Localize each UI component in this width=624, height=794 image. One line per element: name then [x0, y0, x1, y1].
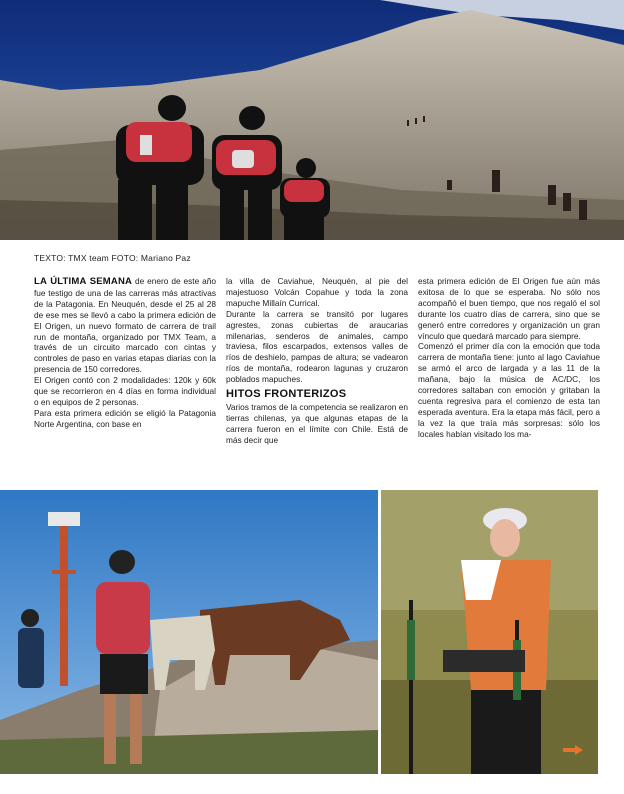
top-photo-runners-mountain	[0, 0, 624, 240]
lead-paragraph-text: de enero de este año fue testigo de una de las carreras más atractivas de la Patagonia. En Neuquén, desde el 25 al 28 de ese mes se llevó a cabo la primera edición de El Origen, un nuevo formato de carrera de trail run de montaña, organizado por TMX Team, a través de un circuito marcado con cintas y controles de paso en varias etapas diarias con la presencia de 150 corredores.	[34, 276, 216, 375]
article-paragraph	[34, 276, 216, 375]
article-paragraph: El Origen contó con 2 modalidades: 120k y 60k que se recorrieron en 4 días en forma individual o en equipos de 2 personas.	[34, 375, 216, 407]
arrow-right-icon	[563, 745, 583, 755]
lead-in: LA ÚLTIMA SEMANA	[34, 276, 133, 287]
article-paragraph: Durante la carrera se transitó por lugares agrestes, zonas cubiertas de araucarias milenarias, senderos de animales, campo traviesa, filos escarpados, extensos valles de ríos de deshielo, pampas de altura; se vadearon ríos de montaña, rodearon lagunas y cruzaron poblados mapuches.	[226, 308, 408, 385]
article-paragraph: Para esta primera edición se eligió la Patagonia Norte Argentina, con base en	[34, 407, 216, 429]
article-column-1	[34, 276, 216, 430]
section-heading: HITOS FRONTERIZOS	[226, 388, 347, 401]
article-paragraph: Comenzó el primer día con la emoción que toda carrera de montaña tiene: junto al lago Caviahue se armó el arco de largada y a las 11 de la mañana, bajo la música de AC/DC, los corredores saltaban con emoción y gritaban la cuenta regresiva para el comienzo de esta tan esperada aventura. Era la etapa más fácil, pero a la vez la que traía más sorpresas: sólo los locales habían visitado los ma-	[418, 341, 600, 439]
article-paragraph: esta primera edición de El Origen fue aún más exitosa de lo que se esperaba. No sólo nos acompañó el buen tiempo, que nos regaló el sol durante los cuatro días de carrera, sino que se generó entre corredores y organización un gran vínculo que quedará marcado para siempre.	[418, 276, 600, 341]
article-column-2	[226, 276, 408, 446]
photo-runner-horses	[0, 490, 378, 774]
photo-credit: TEXTO: TMX team FOTO: Mariano Paz	[34, 253, 191, 263]
article-paragraph: Varios tramos de la competencia se realizaron en tierras chilenas, ya que algunas etapas de la carrera fueron en el límite con Chile. Está de más decir que	[226, 401, 408, 445]
article-paragraph: la villa de Caviahue, Neuquén, al pie del majestuoso Volcán Copahue y toda la zona mapuche Millaín Currical.	[226, 276, 408, 308]
photo-runner-with-poles	[381, 490, 598, 774]
article-column-3	[418, 276, 600, 440]
